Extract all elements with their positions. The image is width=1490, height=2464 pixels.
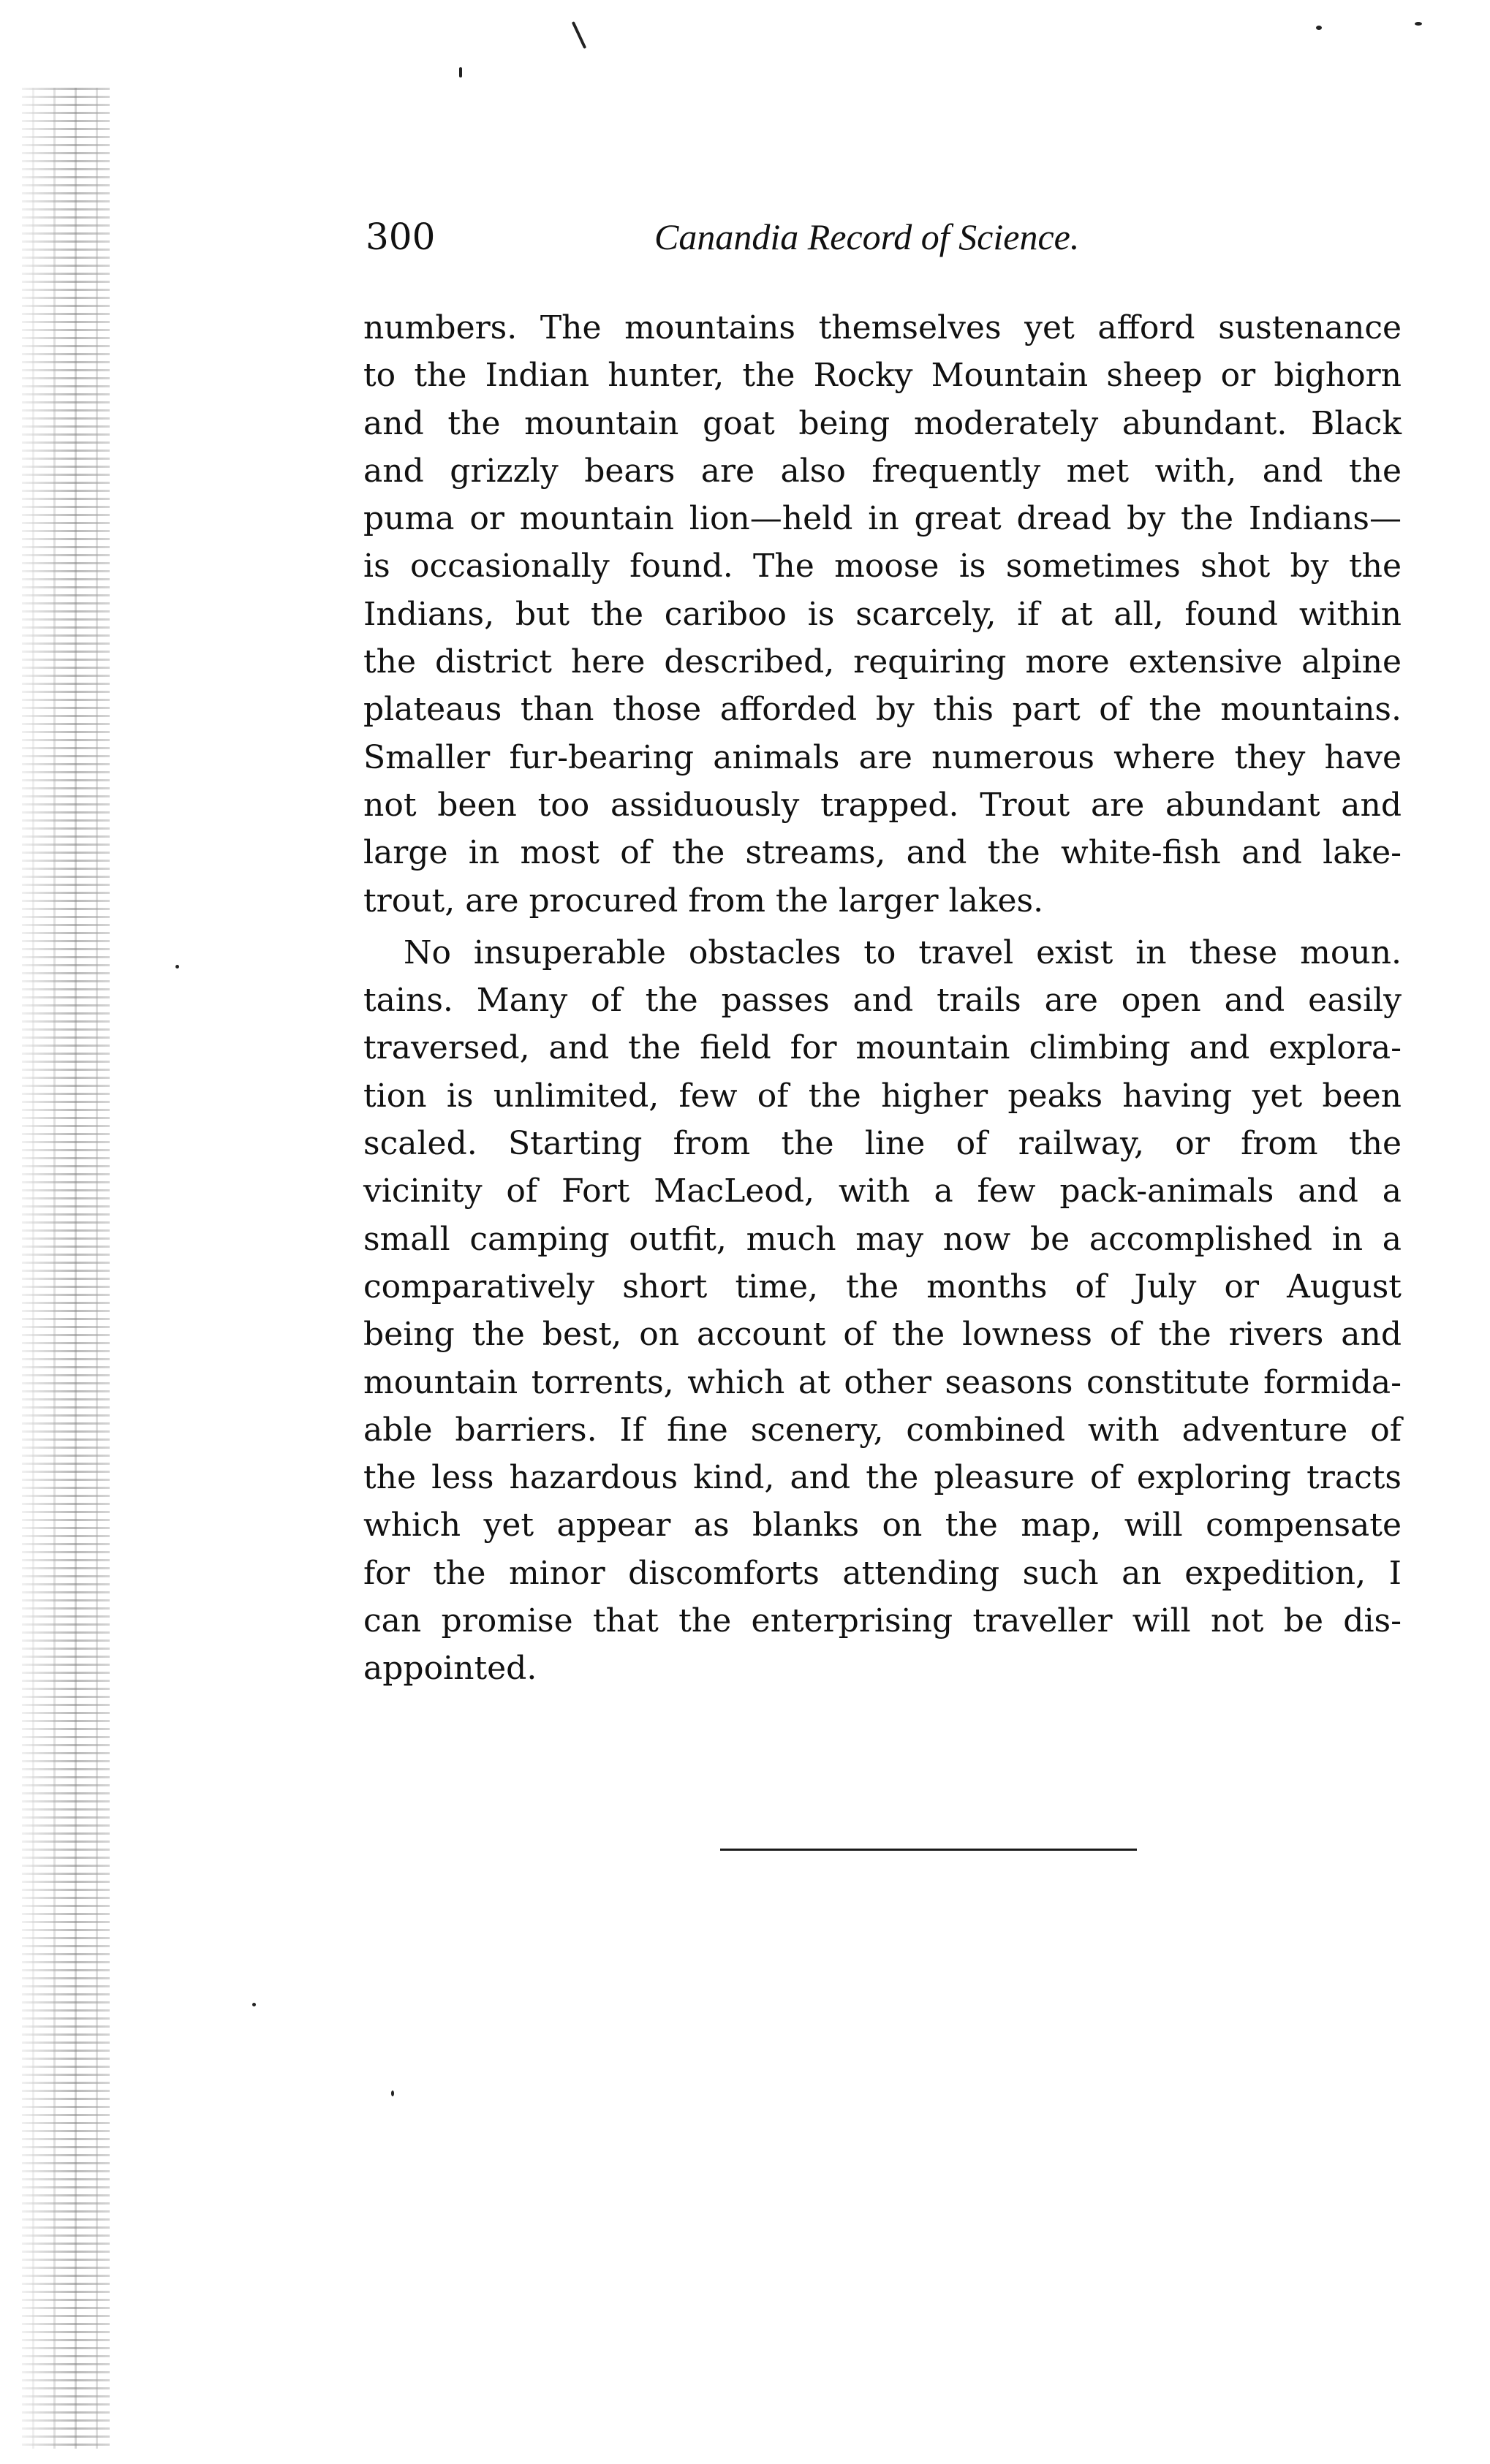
text-line: can promise that the enterprising traveller will not be dis- [363, 1602, 1402, 1640]
text-line: Smaller fur-bearing animals are numerous where they have [363, 738, 1402, 776]
text-line: able barriers. If fine scenery, combined with adventure of [363, 1411, 1402, 1449]
text-line: not been too assiduously trapped. Trout are abundant and [363, 786, 1402, 824]
text-line: tion is unlimited, few of the higher peaks having yet been [363, 1077, 1402, 1115]
text-line: numbers. The mountains themselves yet afford sustenance [363, 309, 1402, 346]
page-number: 300 [366, 216, 436, 258]
text-line: which yet appear as blanks on the map, will compensate [363, 1506, 1402, 1544]
text-line: comparatively short time, the months of July or August [363, 1267, 1402, 1305]
text-line: the district here described, requiring more extensive alpine [363, 643, 1402, 681]
scan-speck [459, 67, 462, 77]
body-text [363, 304, 1402, 1693]
scan-speck [1415, 22, 1422, 26]
scan-speck [175, 965, 179, 968]
text-line: to the Indian hunter, the Rocky Mountain sheep or bighorn [363, 357, 1402, 395]
text-line: trout, are procured from the larger lakes. [363, 882, 1044, 920]
text-line: is occasionally found. The moose is sometimes shot by the [363, 547, 1402, 585]
text-line: vicinity of Fort MacLeod, with a few pack-animals and a [363, 1172, 1402, 1210]
text-line: No insuperable obstacles to travel exist in these moun. [404, 933, 1402, 971]
text-line: appointed. [363, 1650, 537, 1688]
paragraph-1 [363, 304, 1402, 925]
text-line: large in most of the streams, and the white-fish and lake- [363, 834, 1402, 872]
text-line: the less hazardous kind, and the pleasure of exploring tracts [363, 1459, 1402, 1497]
text-line: puma or mountain lion—held in great dread by the Indians— [363, 500, 1402, 538]
text-line: small camping outfit, much may now be accomplished in a [363, 1220, 1402, 1258]
scan-speck [572, 21, 587, 49]
text-line: traversed, and the field for mountain climbing and explora- [363, 1029, 1402, 1067]
paragraph-2 [363, 929, 1402, 1693]
text-line: Indians, but the cariboo is scarcely, if at all, found within [363, 595, 1402, 633]
text-line: and grizzly bears are also frequently met with, and the [363, 452, 1402, 490]
scan-speck [391, 2090, 394, 2096]
text-line: scaled. Starting from the line of railway, or from the [363, 1125, 1402, 1163]
running-title: Canandia Record of Science. [654, 216, 1080, 257]
section-end-rule [720, 1849, 1137, 1851]
text-line: being the best, on account of the lowness of the rivers and [363, 1316, 1402, 1354]
text-line: tains. Many of the passes and trails are open and easily [363, 982, 1402, 1020]
text-line: for the minor discomforts attending such an expedition, I [363, 1554, 1402, 1592]
binding-edge-shadow [22, 88, 110, 2449]
text-line: mountain torrents, which at other seasons constitute formida- [363, 1363, 1402, 1401]
text-line: plateaus than those afforded by this part of the mountains. [363, 691, 1402, 729]
text-line: and the mountain goat being moderately abundant. Black [363, 404, 1402, 442]
scan-speck [1316, 26, 1322, 30]
scan-speck [252, 2003, 256, 2006]
page-header [366, 216, 1426, 267]
